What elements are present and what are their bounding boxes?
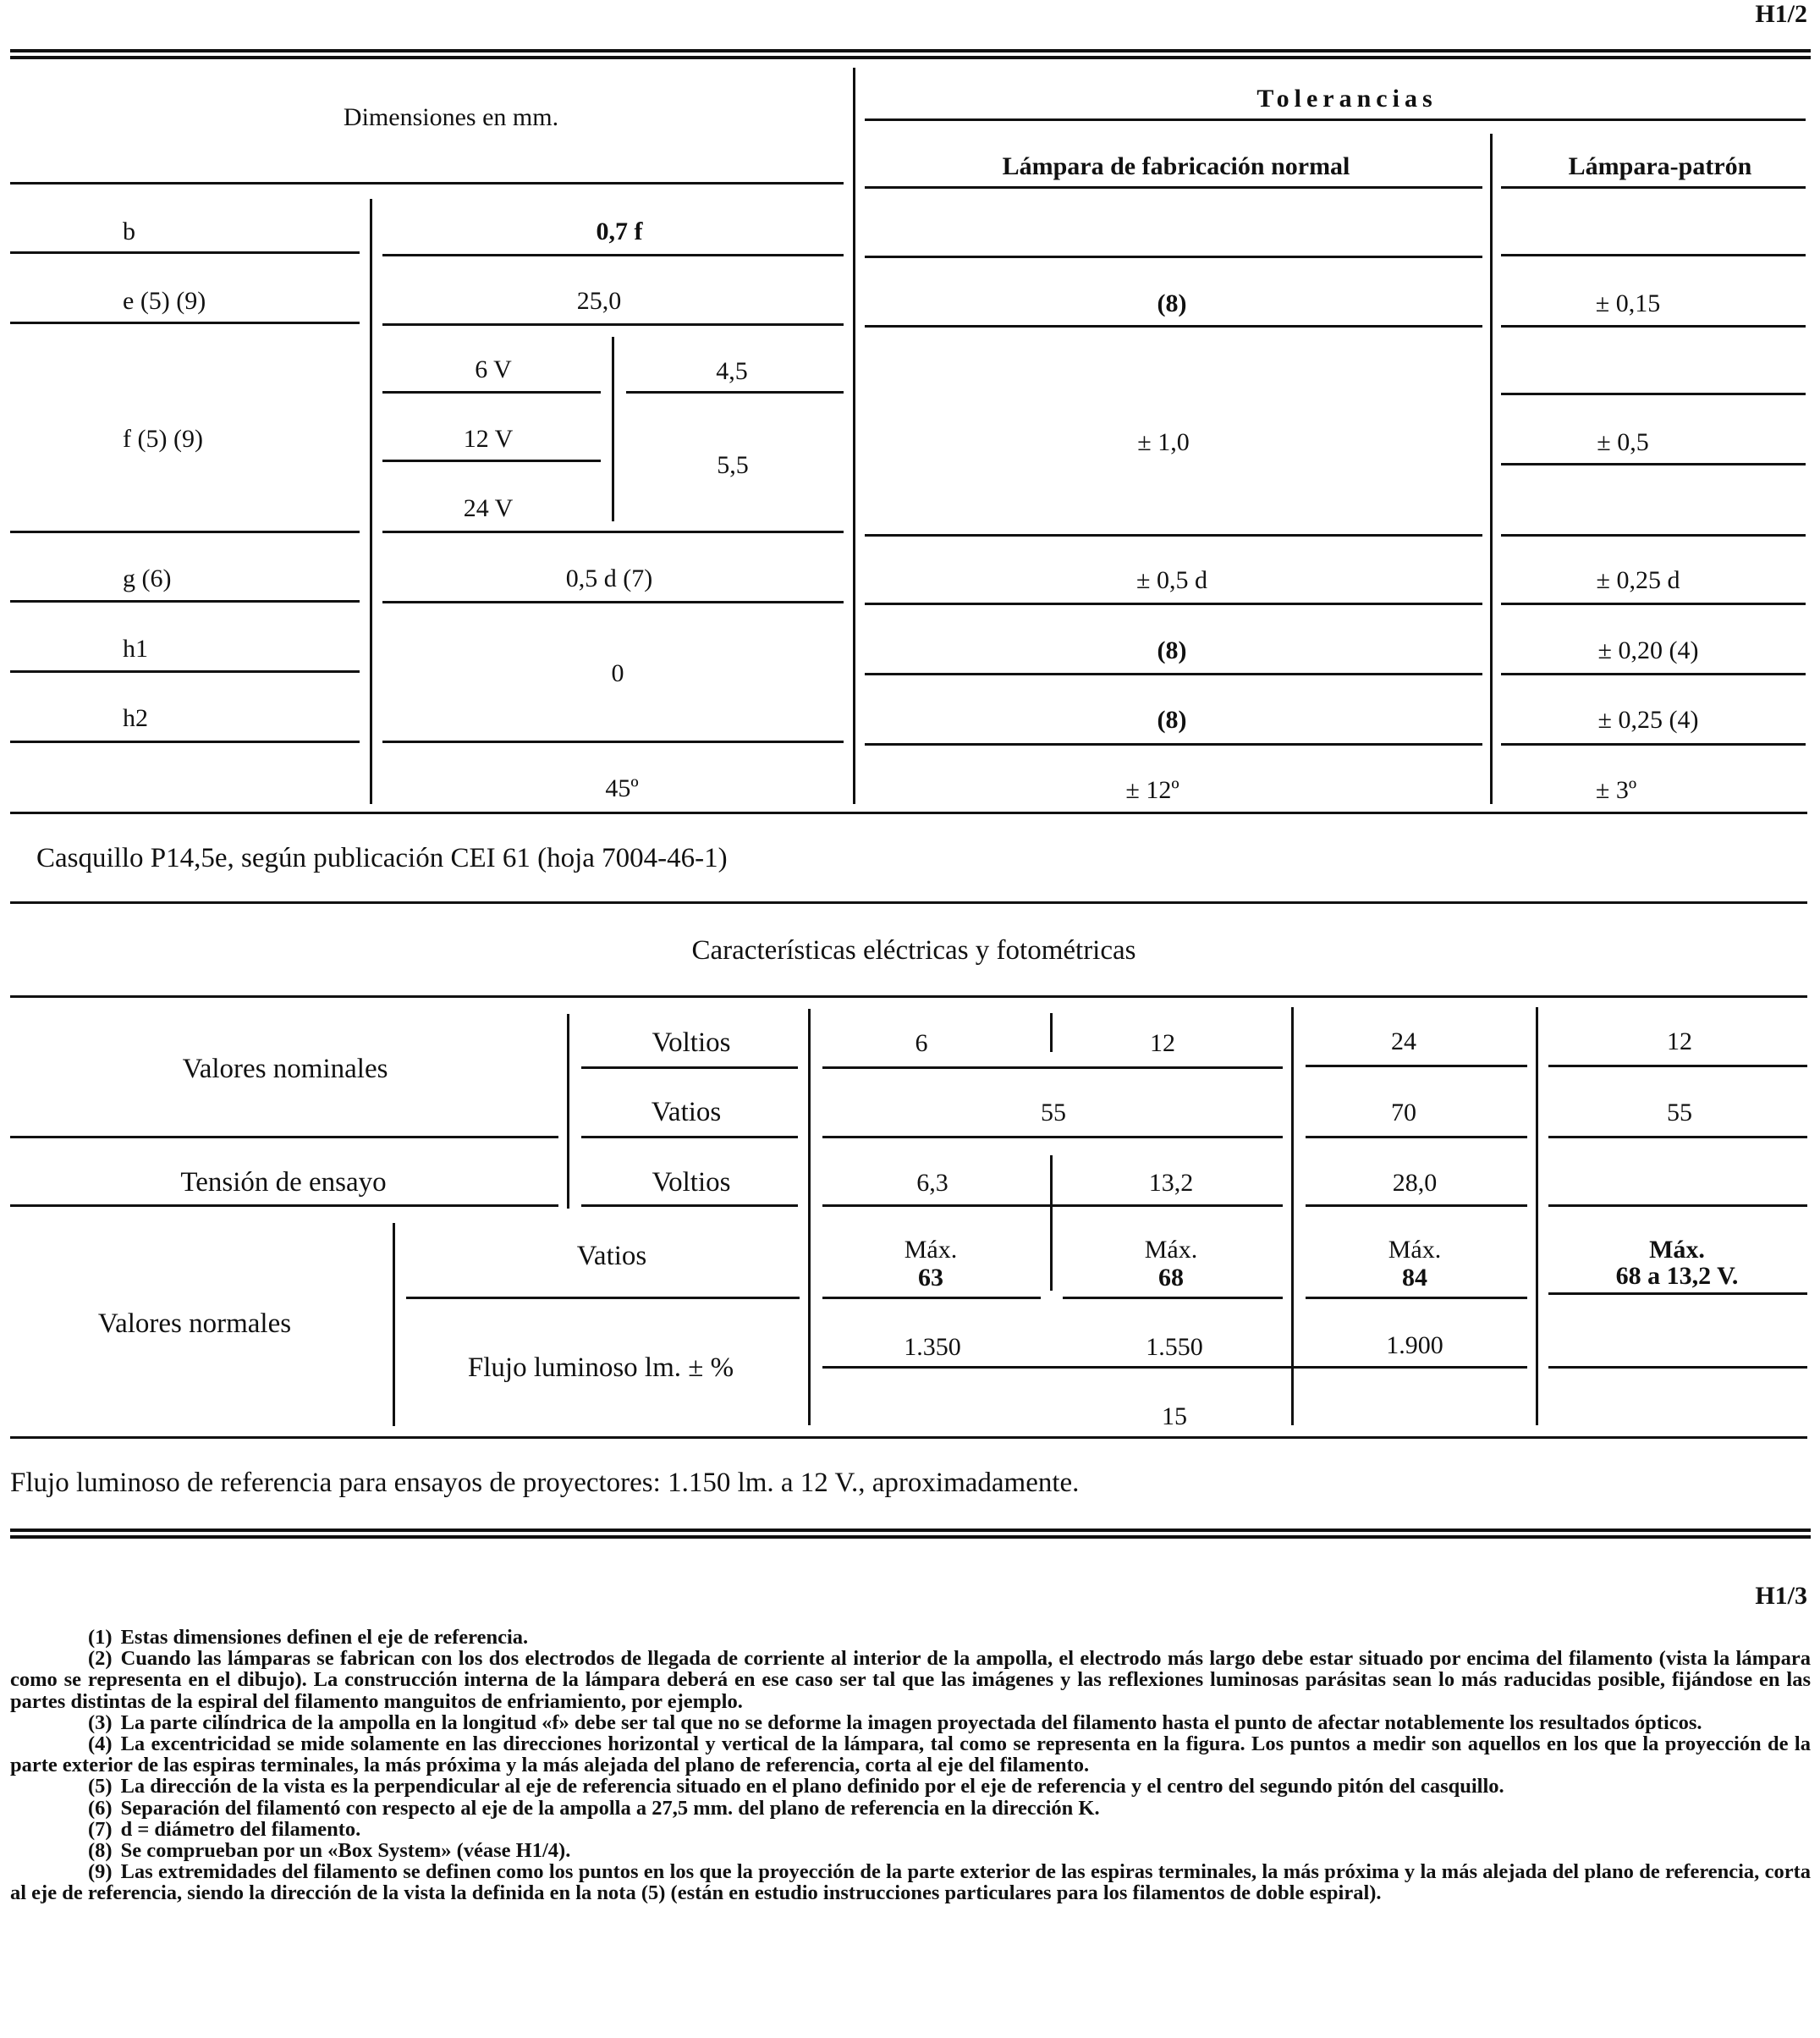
rule (10, 600, 360, 603)
value-g: 0,5 d (7) (565, 565, 653, 592)
rule (865, 673, 1482, 675)
label-flujo: Flujo luminoso lm. ± % (467, 1352, 734, 1383)
volt-6: 6 V (475, 355, 512, 383)
row-label-e: e (5) (9) (123, 287, 206, 315)
reference-flux-note: Flujo luminoso de referencia para ensayos de proyectores: 1.150 lm. a 12 V., aproximadamente. (10, 1468, 1080, 1498)
rule (10, 182, 844, 185)
rule (10, 741, 360, 743)
row-label-g: g (6) (123, 565, 172, 592)
rule (1501, 325, 1806, 328)
volt-24: 24 V (463, 494, 514, 522)
rule (382, 460, 601, 462)
rule (1306, 1297, 1527, 1299)
table-divider (1490, 134, 1493, 804)
rule (865, 186, 1482, 189)
row-label-b: b (123, 218, 135, 245)
max-watt-12: 68 (1158, 1264, 1184, 1292)
table-divider (612, 337, 614, 521)
rule (865, 325, 1482, 328)
rule (382, 254, 844, 256)
max-watt-patron: 68 a 13,2 V. (1615, 1262, 1739, 1290)
rule (1548, 1366, 1807, 1369)
rule (1501, 673, 1806, 675)
label-vatios-nominal: Vatios (651, 1097, 722, 1127)
footnote-text: Se comprueban por un «Box System» (véase H1/4). (120, 1839, 571, 1863)
rule (1306, 1204, 1527, 1207)
footnotes (10, 1627, 1811, 1904)
header-patron-lamp: Lámpara-patrón (1568, 152, 1752, 180)
row-label-h2: h2 (123, 704, 148, 732)
rule (10, 1436, 1807, 1439)
header-normal-lamp: Lámpara de fabricación normal (1002, 152, 1350, 180)
rule (382, 531, 844, 533)
rule (1501, 743, 1806, 746)
footnote (10, 1819, 1811, 1840)
footnote-number: (3) (88, 1710, 113, 1734)
tol-normal-angle: ± 12º (1125, 776, 1179, 804)
table-divider (1050, 1155, 1053, 1291)
footnote-text: Las extremidades del filamento se definen como los puntos en los que la proyección de la parte exterior de las espiras terminales, la más próxima y la más alejada del plano de referencia, corta al eje de referencia, siendo la dirección de la vista la definida en la nota (5) (están en estudio instrucciones particulares para los filamentos de doble espiral). (10, 1860, 1811, 1905)
table-divider (370, 199, 372, 804)
footnote-number: (1) (88, 1626, 113, 1649)
header-tolerancias: Tolerancias (1256, 85, 1438, 113)
nominal-volt-patron: 12 (1667, 1027, 1692, 1055)
footnote-number: (6) (88, 1796, 113, 1820)
rule (822, 1136, 1283, 1138)
footnote-number: (7) (88, 1817, 113, 1841)
max-label-6: Máx. (904, 1236, 958, 1264)
rule (10, 251, 360, 254)
rule (822, 1366, 1527, 1369)
tol-patron-angle: ± 3º (1595, 776, 1637, 804)
rule (10, 1204, 558, 1207)
rule (865, 603, 1482, 605)
footnote (10, 1861, 1811, 1903)
rule (10, 322, 360, 324)
footnote (10, 1798, 1811, 1819)
rule (1501, 186, 1806, 189)
rule (10, 812, 1807, 814)
value-b: 0,7 f (596, 218, 643, 245)
rule (1306, 1065, 1527, 1067)
rule (581, 1204, 798, 1207)
rule (822, 1297, 1041, 1299)
page-code-left: H1/2 (1755, 0, 1807, 28)
rule (1548, 1292, 1807, 1295)
rule (382, 391, 601, 394)
footnote-number: (4) (88, 1732, 113, 1756)
rule (10, 531, 360, 533)
rule (406, 1297, 800, 1299)
footnote-text: Estas dimensiones definen el eje de referencia. (120, 1626, 529, 1649)
max-watt-6: 63 (918, 1264, 943, 1292)
rule (1501, 393, 1806, 395)
flux-12: 1.550 (1146, 1333, 1203, 1361)
row-label-h1: h1 (123, 635, 148, 663)
rule (626, 391, 844, 394)
tol-patron-h2: ± 0,25 (4) (1597, 706, 1699, 734)
label-voltios-nominal: Voltios (652, 1027, 731, 1058)
rule (581, 1136, 798, 1138)
electrical-title: Características eléctricas y fotométricas (691, 935, 1136, 966)
footnote (10, 1648, 1811, 1712)
flux-24: 1.900 (1386, 1331, 1443, 1359)
tol-normal-h1: (8) (1157, 636, 1187, 664)
flux-6: 1.350 (904, 1333, 961, 1361)
rule (1548, 1065, 1807, 1067)
rule (865, 534, 1482, 537)
rule (865, 743, 1482, 746)
rule (1548, 1204, 1807, 1207)
rule (865, 118, 1806, 121)
rule (382, 741, 844, 743)
rule (1306, 1136, 1527, 1138)
flux-tolerance: 15 (1162, 1402, 1187, 1430)
rule (1063, 1297, 1283, 1299)
rule (865, 256, 1482, 258)
value-angle: 45º (605, 774, 639, 802)
table-divider (808, 1009, 811, 1425)
label-voltios-ensayo: Voltios (652, 1167, 731, 1198)
table-divider (1050, 1013, 1053, 1052)
volt-12: 12 V (463, 425, 514, 453)
table-divider (567, 1014, 569, 1209)
bottom-double-rule (10, 1528, 1811, 1539)
table-divider (853, 68, 855, 804)
rule (822, 1204, 1283, 1207)
test-volt-12: 13,2 (1148, 1169, 1194, 1197)
label-valores-nominales: Valores nominales (182, 1054, 388, 1084)
max-label-12: Máx. (1144, 1236, 1198, 1264)
rule (1501, 534, 1806, 537)
footnote-text: La parte cilíndrica de la ampolla en la longitud «f» debe ser tal que no se deforme la imagen proyectada del filamento hasta el punto de afectar notablemente los resultados ópticos. (120, 1710, 1702, 1734)
footnote (10, 1840, 1811, 1861)
rule (581, 1066, 798, 1069)
rule (10, 995, 1807, 998)
nominal-watt-24: 70 (1391, 1099, 1416, 1126)
nominal-watt-patron: 55 (1667, 1099, 1692, 1126)
max-label-24: Máx. (1388, 1236, 1442, 1264)
footnote-text: La excentricidad se mide solamente en las direcciones horizontal y vertical de la lámpara, tal como se representa en la figura. Los puntos a medir son aquellos en los que la proyección de la parte exterior de las espiras terminales, la más próxima y la más alejada del plano de referencia, corta al eje del filamento. (10, 1732, 1811, 1777)
footnote-text: Separación del filamentó con respecto al eje de la ampolla a 27,5 mm. del plano de referencia en la dirección K. (120, 1796, 1100, 1820)
test-volt-24: 28,0 (1392, 1169, 1438, 1197)
label-vatios-normal: Vatios (576, 1241, 647, 1271)
value-h: 0 (611, 659, 624, 687)
tol-normal-h2: (8) (1157, 706, 1187, 734)
tol-patron-f: ± 0,5 (1597, 428, 1649, 456)
footnote-text: La dirección de la vista es la perpendicular al eje de referencia situado en el plano definido por el eje de referencia y el centro del segundo pitón del casquillo. (120, 1775, 1504, 1798)
tol-patron-e: ± 0,15 (1595, 289, 1661, 317)
footnote-text: Cuando las lámparas se fabrican con los dos electrodos de llegada de corriente al interior de la ampolla, el electrodo más largo debe estar situado por encima del filamento (vista la lámpara como se representa en el dibujo). La construcción interna de la lámpara deberá en ese caso ser tal que las imágenes y las reflexiones luminosas parásitas sean lo más raducidas posible, fijándose en las partes distintas de la espiral del filamento manguitos de enfriamiento, por ejemplo. (10, 1647, 1811, 1713)
footnote (10, 1733, 1811, 1776)
tol-patron-g: ± 0,25 d (1596, 566, 1680, 594)
row-label-f: f (5) (9) (123, 425, 203, 453)
value-f-6v: 4,5 (716, 357, 748, 385)
rule (1501, 463, 1806, 465)
rule (10, 901, 1807, 904)
tol-normal-g: ± 0,5 d (1136, 566, 1207, 594)
table-divider (1536, 1007, 1538, 1425)
max-label-patron: Máx. (1649, 1236, 1705, 1264)
max-watt-24: 84 (1402, 1264, 1427, 1292)
footnote-number: (9) (88, 1860, 113, 1884)
table-divider (1291, 1007, 1294, 1425)
tol-normal-f: ± 1,0 (1137, 428, 1190, 456)
rule (1501, 603, 1806, 605)
rule (822, 1066, 1283, 1069)
footnote (10, 1627, 1811, 1648)
table-divider (393, 1223, 395, 1426)
header-dimensions: Dimensiones en mm. (343, 103, 559, 131)
footnote-text: d = diámetro del filamento. (120, 1817, 361, 1841)
nominal-volt-6: 6 (915, 1029, 928, 1057)
casquillo-note: Casquillo P14,5e, según publicación CEI 61 (hoja 7004-46-1) (36, 843, 728, 873)
label-valores-normales: Valores normales (97, 1308, 292, 1339)
rule (10, 670, 360, 673)
page-code-right: H1/3 (1755, 1582, 1807, 1610)
tol-patron-h1: ± 0,20 (4) (1597, 636, 1699, 664)
footnote-number: (2) (88, 1647, 113, 1671)
top-double-rule (10, 49, 1811, 59)
rule (382, 323, 844, 326)
value-e: 25,0 (576, 287, 622, 315)
rule (1501, 254, 1806, 256)
rule (10, 1136, 558, 1138)
footnote-number: (8) (88, 1839, 113, 1863)
footnote (10, 1776, 1811, 1797)
value-f-12-24v: 5,5 (717, 451, 749, 479)
footnote-number: (5) (88, 1775, 113, 1798)
nominal-volt-24: 24 (1391, 1027, 1416, 1055)
rule (382, 601, 844, 603)
rule (1548, 1136, 1807, 1138)
footnote (10, 1712, 1811, 1733)
label-tension-ensayo: Tensión de ensayo (180, 1167, 387, 1198)
test-volt-6: 6,3 (916, 1169, 948, 1197)
nominal-watt-6-12: 55 (1041, 1099, 1066, 1126)
tol-normal-e: (8) (1157, 289, 1187, 317)
nominal-volt-12: 12 (1150, 1029, 1175, 1057)
